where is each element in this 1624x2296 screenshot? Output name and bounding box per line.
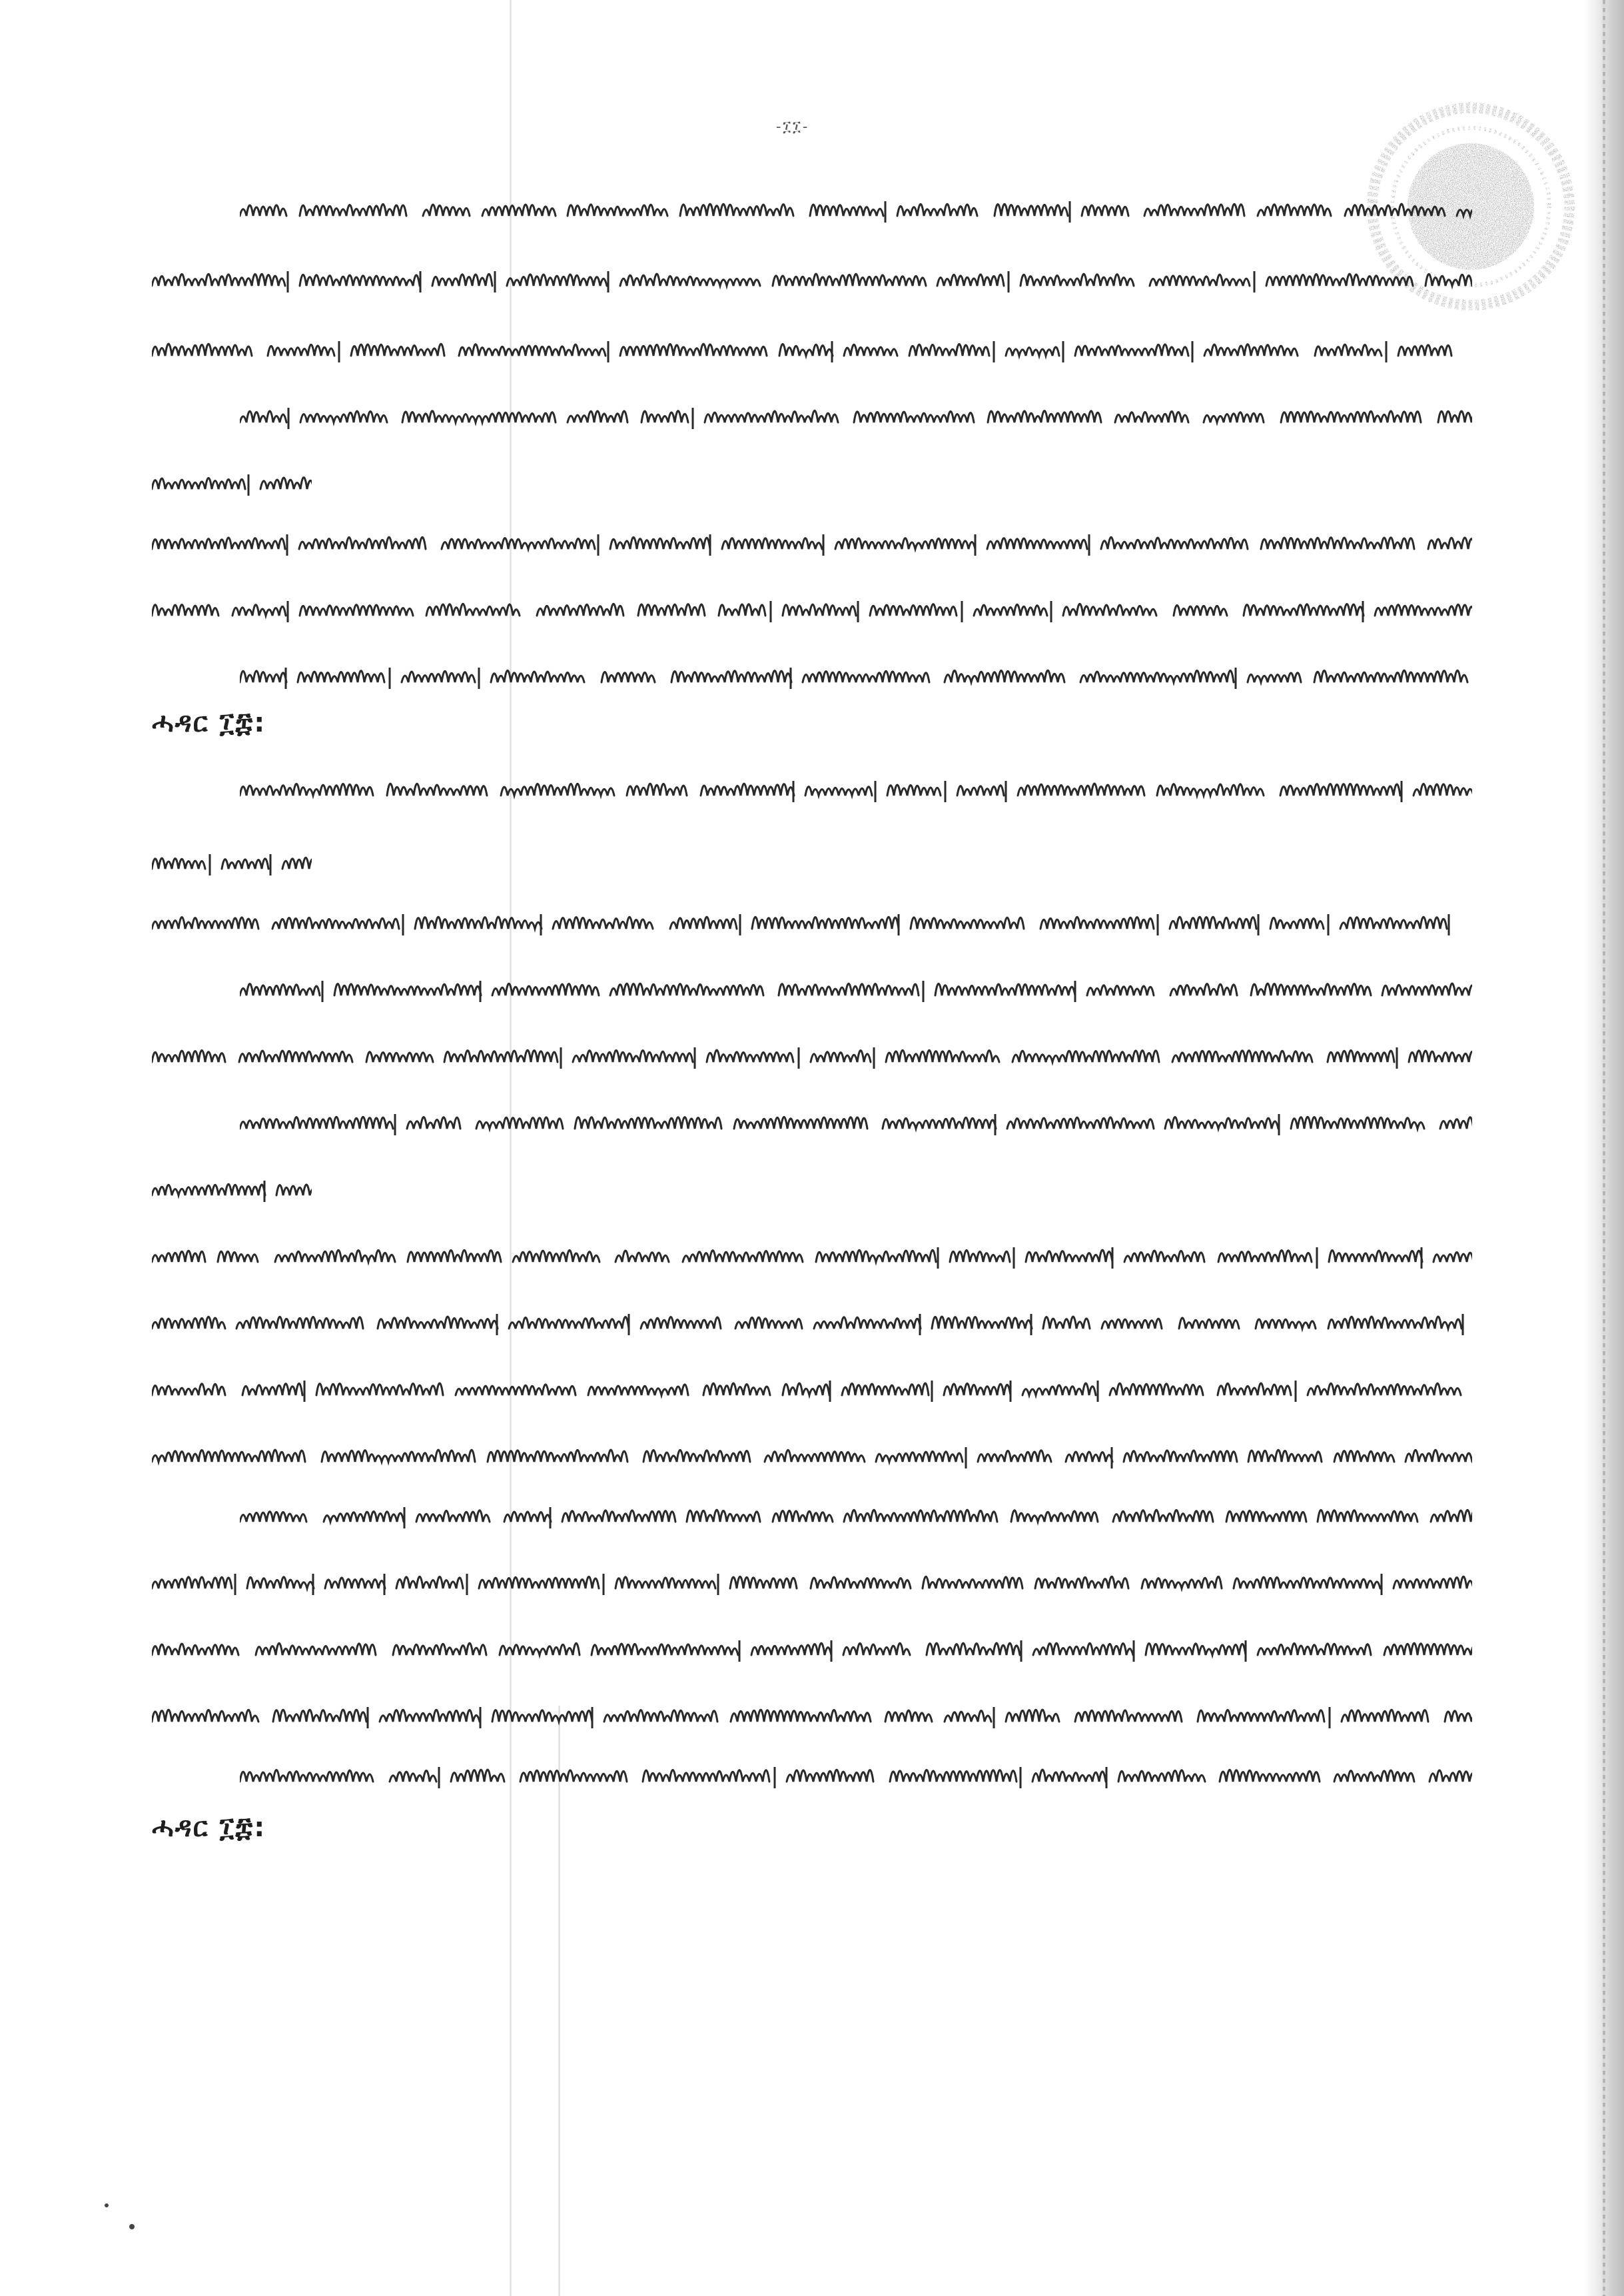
handwritten-word [1118,1770,1205,1782]
handwritten-word [643,1450,750,1462]
handwritten-word [1340,917,1447,929]
handwritten-word [1157,784,1264,796]
handwritten-word [442,538,595,549]
handwritten-word [240,411,286,422]
handwritten-word [299,537,426,549]
handwritten-word [152,274,285,286]
handwritten-word [240,671,286,682]
handwritten-word [897,204,977,216]
handwritten-word [416,1510,490,1522]
handwritten-word [783,604,856,616]
manuscript-line [152,1173,312,1210]
handwritten-word [783,1383,829,1395]
handwritten-word [507,275,607,286]
handwritten-word [1345,204,1445,216]
handwritten-word [604,1710,717,1722]
handwritten-word [1433,1252,1472,1262]
handwritten-word [843,1643,910,1655]
handwritten-word [890,1770,1016,1782]
handwritten-word [1146,1643,1246,1655]
handwritten-word [1315,344,1382,356]
handwritten-word [300,605,413,616]
handwritten-word [773,1510,833,1522]
handwritten-word [944,1383,1011,1395]
handwritten-word [387,784,487,796]
handwritten-word [415,917,542,929]
handwritten-word [1115,411,1188,422]
handwritten-word [1318,1510,1418,1522]
handwritten-word [1266,274,1413,286]
manuscript-line [152,846,312,883]
handwritten-word [1170,917,1256,929]
handwritten-word [1102,1319,1162,1329]
handwritten-word [844,1510,997,1522]
handwritten-word [520,1770,627,1782]
handwritten-word [705,410,838,422]
handwritten-word [282,858,312,869]
handwritten-word [1382,983,1472,995]
manuscript-line [152,333,1472,370]
handwritten-word [444,1050,558,1062]
handwritten-word [1414,784,1472,796]
handwritten-word [390,1770,436,1782]
manuscript-line [152,1373,1472,1410]
handwritten-word [351,344,444,356]
manuscript-line [152,466,312,504]
handwritten-word [620,344,767,356]
handwritten-word [1445,1711,1472,1722]
handwritten-word [734,1117,867,1129]
handwritten-word [276,1185,312,1195]
handwritten-word [638,604,705,616]
handwritten-word [1144,204,1244,216]
manuscript-line [240,660,1472,697]
handwritten-word [923,1576,1022,1588]
handwritten-word [1110,1383,1203,1395]
handwritten-word [1406,1450,1472,1462]
handwritten-word [152,858,205,869]
handwritten-word [240,1770,373,1782]
handwritten-word [334,984,481,995]
handwritten-word [240,784,373,796]
scan-specks [100,2199,153,2239]
handwritten-word [610,537,710,549]
handwritten-word [239,1051,352,1062]
handwritten-word [1018,784,1144,796]
handwritten-word [909,344,989,356]
handwritten-word [432,274,492,286]
handwritten-word [575,1117,721,1129]
handwritten-word [1291,1117,1424,1129]
handwritten-word [152,1644,238,1655]
handwritten-word [643,1770,769,1782]
handwritten-word [152,1050,225,1062]
handwritten-word [378,1317,498,1329]
handwritten-word [1334,1770,1414,1782]
manuscript-line [152,1039,1472,1077]
handwritten-word [731,1710,871,1722]
handwritten-word [1204,344,1298,356]
handwritten-word [568,205,667,216]
manuscript-line [152,906,1472,943]
handwritten-word [459,344,606,356]
handwritten-word [240,205,286,216]
handwritten-word [1179,1318,1239,1329]
handwritten-word [927,1643,1020,1655]
handwritten-word [316,1383,443,1395]
handwritten-word [1384,1643,1472,1655]
section-heading: ሓዳር ፲፰: [152,1812,266,1843]
handwritten-word [680,204,793,216]
handwritten-word [1026,1250,1112,1262]
handwritten-word [1429,1770,1472,1782]
handwritten-word [501,784,614,796]
handwritten-word [1150,275,1250,286]
manuscript-line [152,1239,1472,1277]
handwritten-word [393,1643,486,1655]
handwritten-word [1043,1317,1090,1329]
manuscript-line [152,1439,1472,1476]
handwritten-word [687,1510,760,1522]
handwritten-word [553,917,653,929]
handwritten-word [932,1317,1032,1329]
handwritten-word [492,1710,592,1722]
handwritten-word [945,1710,991,1722]
section-heading: ሓዳር ፲፰: [152,708,266,738]
handwritten-word [1007,1117,1154,1129]
handwritten-word [240,1512,306,1522]
handwritten-word [876,1452,963,1462]
handwritten-word [152,917,258,929]
handwritten-word [152,478,245,489]
handwritten-word [1124,1251,1204,1262]
handwritten-word [300,204,406,216]
handwritten-word [402,671,475,682]
handwritten-word [945,670,1064,682]
manuscript-line [240,1759,1472,1796]
handwritten-word [988,411,1101,422]
handwritten-word [568,411,627,422]
handwritten-word [974,604,1047,616]
handwritten-word [300,275,420,286]
handwritten-word [1244,604,1364,616]
handwritten-word [152,1251,205,1262]
handwritten-word [854,411,974,422]
handwritten-word [1438,411,1472,422]
handwritten-word [978,1450,1051,1462]
handwritten-word [883,1117,996,1129]
handwritten-word [987,538,1087,549]
handwritten-word [735,1317,802,1329]
handwritten-word [476,1117,563,1129]
handwritten-word [1258,1644,1371,1655]
handwritten-word [423,205,470,216]
handwritten-word [1280,784,1400,796]
handwritten-word [670,917,737,929]
handwritten-word [1431,1510,1472,1522]
handwritten-word [950,1250,1010,1262]
handwritten-word [152,1577,232,1588]
manuscript-line [240,193,1472,231]
handwritten-word [779,983,919,995]
handwritten-word [1398,345,1451,356]
handwritten-word [300,411,387,422]
handwritten-word [1170,984,1237,996]
handwritten-word [1308,1383,1461,1395]
handwritten-word [620,274,760,286]
handwritten-word [492,983,599,995]
handwritten-word [152,538,285,549]
handwritten-word [1251,983,1371,995]
handwritten-word [1165,1117,1278,1129]
handwritten-word [325,1578,385,1588]
handwritten-word [937,275,1004,286]
handwritten-word [236,1317,363,1329]
handwritten-word [380,1710,480,1722]
handwritten-word [152,1450,305,1462]
handwritten-word [1011,1510,1098,1522]
handwritten-word [803,671,929,682]
handwritten-word [1198,1710,1324,1722]
handwritten-word [482,205,556,216]
manuscript-line [152,1566,1472,1603]
manuscript-line [240,773,1472,810]
handwritten-word [1020,274,1134,286]
handwritten-word [805,787,872,796]
manuscript-line [152,1632,1472,1670]
handwritten-word [1204,412,1264,422]
handwritten-word [627,784,687,796]
handwritten-word [641,411,688,422]
handwritten-word [1006,1710,1059,1722]
handwritten-word [703,1383,770,1395]
handwritten-word [610,983,763,995]
handwritten-word [592,1644,738,1655]
handwritten-word [1314,670,1467,682]
handwritten-word [537,604,623,616]
handwritten-word [152,1710,258,1722]
handwritten-word [402,411,556,422]
handwritten-word [1394,1576,1472,1588]
handwritten-word [814,1317,921,1329]
handwritten-word [1013,1051,1159,1062]
handwritten-word [562,1510,675,1522]
handwritten-word [324,1512,404,1522]
handwritten-word [683,1251,803,1262]
handwritten-word [1032,1770,1106,1782]
handwritten-word [842,1383,929,1395]
handwritten-word [779,344,833,356]
handwritten-word [491,670,584,682]
handwritten-word [1066,1452,1112,1462]
handwritten-word [1218,1251,1312,1263]
manuscript-line [152,593,1472,630]
handwritten-word [240,984,320,995]
handwritten-word [602,672,655,682]
handwritten-word [1256,1319,1316,1329]
handwritten-word [1174,605,1227,616]
handwritten-word [504,1512,551,1522]
handwritten-word [765,1450,865,1462]
handwritten-word [222,859,268,869]
handwritten-word [1258,205,1331,216]
handwritten-word [1334,1450,1394,1462]
handwritten-word [247,1577,314,1588]
handwritten-word [1328,1317,1461,1329]
handwritten-word [218,1251,258,1262]
handwritten-word [152,1384,225,1395]
handwritten-word [426,604,520,616]
handwritten-word [886,1050,999,1062]
handwritten-word [1248,1450,1322,1462]
handwritten-word [322,1450,475,1462]
handwritten-word [513,1250,600,1262]
handwritten-word [268,344,334,356]
handwritten-word [870,604,957,616]
handwritten-word [707,1050,793,1062]
scan-edge-shadow [1584,0,1624,2296]
handwritten-word [1033,1643,1133,1655]
handwritten-word [1375,604,1472,616]
handwritten-word [275,1250,395,1262]
handwritten-word [1006,347,1059,356]
handwritten-word [1220,1770,1320,1782]
handwritten-word [811,1577,911,1588]
handwritten-word [722,538,822,549]
handwritten-word [1248,673,1301,682]
handwritten-word [615,1577,715,1588]
handwritten-word [1075,1710,1182,1722]
handwritten-word [509,1317,629,1329]
page-folio: -፲፲- [776,119,810,135]
handwritten-word [641,1317,721,1329]
handwritten-word [773,274,926,286]
manuscript-line [240,1499,1472,1536]
handwritten-word [1172,1051,1312,1062]
handwritten-word [751,1643,831,1655]
handwritten-word [500,1643,580,1655]
handwritten-word [240,1117,393,1129]
handwritten-word [671,670,791,682]
manuscript-line [240,400,1472,437]
handwritten-word [232,605,286,616]
handwritten-word [479,1576,599,1588]
manuscript-line [240,1106,1472,1143]
handwritten-word [273,1710,366,1722]
handwritten-word [366,1052,433,1062]
manuscript-line [152,263,1472,300]
handwritten-word [701,784,794,796]
handwritten-word [451,1770,504,1782]
handwritten-word [885,1710,932,1722]
handwritten-word [407,1117,460,1129]
handwritten-word [615,1251,669,1262]
handwritten-word [1124,1450,1237,1462]
handwritten-word [396,1576,463,1588]
handwritten-word [1113,1510,1213,1522]
handwritten-word [1281,411,1421,422]
handwritten-word [488,1450,627,1462]
handwritten-word [256,1643,376,1655]
handwritten-word [1261,538,1414,549]
handwritten-word [811,1051,871,1062]
handwritten-word [1234,1577,1380,1588]
handwritten-word [1218,1383,1291,1395]
handwritten-word [1087,985,1154,995]
handwritten-word [1409,1051,1472,1062]
handwritten-word [887,785,941,796]
handwritten-word [1082,205,1128,216]
handwritten-word [1270,917,1324,929]
handwritten-word [272,917,399,929]
handwritten-word [1428,538,1472,549]
handwritten-word [298,671,384,682]
handwritten-word [456,1385,576,1395]
handwritten-word [1075,344,1188,356]
handwritten-word [835,538,975,549]
manuscript-line [240,973,1472,1010]
handwritten-word [1425,274,1472,286]
manuscript-line [152,526,1472,564]
handwritten-word [152,1317,225,1329]
handwritten-word [408,1250,501,1262]
handwritten-word [588,1385,688,1395]
handwritten-word [730,1576,797,1588]
handwritten-word [1022,1383,1096,1395]
handwritten-word [1040,917,1154,929]
handwritten-word [242,1383,302,1395]
handwritten-word [1457,209,1472,216]
handwritten-word [1342,1710,1428,1722]
handwritten-word [1080,670,1234,682]
handwritten-word [1328,1050,1394,1062]
handwritten-word [1329,1250,1422,1262]
handwritten-word [1101,537,1248,549]
handwritten-word [995,204,1068,216]
handwritten-word [911,917,1024,929]
handwritten-word [1063,604,1156,616]
handwritten-word [957,786,1004,796]
handwritten-word [844,344,897,356]
handwritten-word [816,1250,936,1262]
handwritten-word [1142,1576,1222,1588]
handwritten-word [152,604,218,616]
manuscript-line [152,1699,1472,1736]
handwritten-word [787,1770,873,1782]
handwritten-word [152,1184,265,1195]
handwritten-word [152,344,252,356]
handwritten-word [1226,1510,1306,1522]
handwritten-word [1035,1576,1128,1588]
handwritten-word [1440,1117,1472,1129]
handwritten-word [752,917,899,929]
manuscript-line [152,1306,1472,1343]
handwritten-word [573,1050,693,1062]
handwritten-word [935,983,1075,995]
handwritten-word [260,478,312,489]
handwritten-word [719,604,765,616]
handwritten-word [810,205,883,216]
